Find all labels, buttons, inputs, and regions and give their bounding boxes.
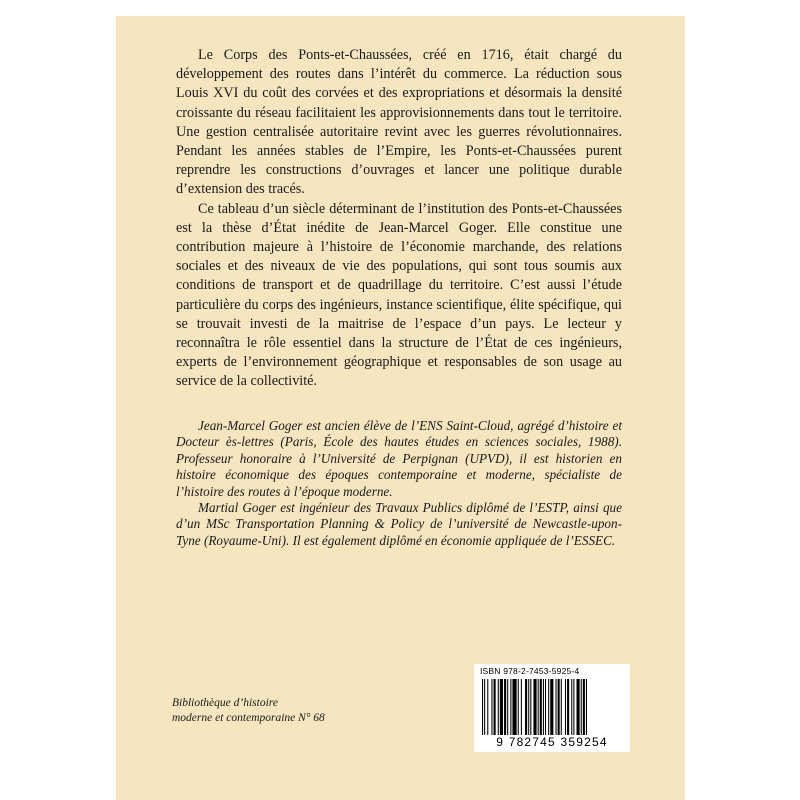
barcode-bar	[533, 679, 536, 735]
barcode-bar	[581, 679, 582, 735]
barcode-bar	[577, 679, 580, 735]
barcode-bar	[571, 679, 572, 735]
barcode-bar	[567, 679, 569, 735]
barcode-digits: 9 782745 359254	[496, 735, 608, 749]
barcode-bar	[507, 679, 508, 735]
barcode-bar	[500, 679, 503, 735]
barcode-bar	[487, 679, 488, 735]
barcode-block	[474, 664, 630, 752]
summary-text	[176, 46, 622, 392]
summary-paragraph-1: Le Corps des Ponts-et-Chaussées, créé en 1716, était chargé du développement des routes dans l’intérêt du commerce. La réduction sous Louis XVI du coût des corvées et des expropriations et désormais la densité croissante du réseau facilitaient les approvisionnements dans tout le territoire. Une gestion centralisée autoritaire revint avec les guerres révolutionnaires. Pendant les années stables de l’Empire, les Ponts-et-Chaussées purent reprendre les constructions d’ouvrages et lancer une politique durable d’extension des tracés.	[176, 47, 622, 198]
barcode-bar	[543, 679, 544, 735]
barcode-bar	[558, 679, 560, 735]
barcode-bar	[482, 679, 483, 735]
series-line-2: moderne et contemporaine N° 68	[172, 712, 325, 724]
series-name	[172, 696, 325, 726]
book-back-cover	[116, 16, 685, 800]
barcode-bar	[548, 679, 549, 735]
author-bio-jean-marcel: Jean-Marcel Goger est ancien élève de l’ENS Saint-Cloud, agrégé d’histoire et Docteur ès-lettres (Paris, École des hautes études en sciences sociales, 1988). Professeur honoraire à l’Université de Perpignan (UPVD), il est historien en histoire économique des époques contemporaine et moderne, spécialiste de l’histoire des routes à l’époque moderne.	[176, 418, 622, 499]
barcode-bar	[565, 679, 566, 735]
barcode-bar	[512, 679, 516, 735]
barcode-bar	[510, 679, 511, 735]
barcode-bar	[521, 679, 522, 735]
barcode-bar	[556, 679, 557, 735]
barcode-bar	[586, 679, 587, 735]
barcode-bar	[494, 679, 496, 735]
barcode-bar	[498, 679, 499, 735]
barcode-bar	[538, 679, 539, 735]
barcode-bar	[550, 679, 553, 735]
barcode-bar	[484, 679, 485, 735]
barcode-bar	[545, 679, 546, 735]
barcode-bar	[530, 679, 531, 735]
author-biographies	[176, 418, 622, 549]
barcode-bar	[540, 679, 542, 735]
barcode-bar	[504, 679, 506, 735]
barcode-bar	[528, 679, 529, 735]
barcode-bar	[561, 679, 562, 735]
barcode-icon	[482, 679, 622, 737]
isbn-label: ISBN 978-2-7453-5925-4	[480, 666, 580, 676]
barcode-bar	[573, 679, 574, 735]
barcode-bar	[518, 679, 519, 735]
author-bio-martial: Martial Goger est ingénieur des Travaux Publics diplômé de l’ESTP, ainsi que d’un MSc Transportation Planning & Policy de l’université de Newcastle-upon-Tyne (Royaume-Uni). Il est également diplômé en économie appliquée de l’ESSEC.	[176, 500, 622, 548]
summary-paragraph-2: Ce tableau d’un siècle déterminant de l’institution des Ponts-et-Chaussées est la thèse d’État inédite de Jean-Marcel Goger. Elle constitue une contribution majeure à l’histoire de l’économie marchande, des relations sociales et des niveaux de vie des populations, qui sont tous soumis aux conditions de transport et de quadrillage du territoire. C’est aussi l’étude particulière du corps des ingénieurs, instance scientifique, élite spécifique, qui se trouvait investi de la maitrise de l’espace d’un pays. Le lecteur y reconnaîtra le rôle essentiel dans la structure de l’État de ces ingénieurs, experts de l’environnement géographique et responsables de son usage au service de la collectivité.	[176, 200, 622, 390]
barcode-bar	[583, 679, 585, 735]
barcode-bar	[491, 679, 492, 735]
barcode-bar	[525, 679, 527, 735]
series-line-1: Bibliothèque d’histoire	[172, 697, 278, 709]
